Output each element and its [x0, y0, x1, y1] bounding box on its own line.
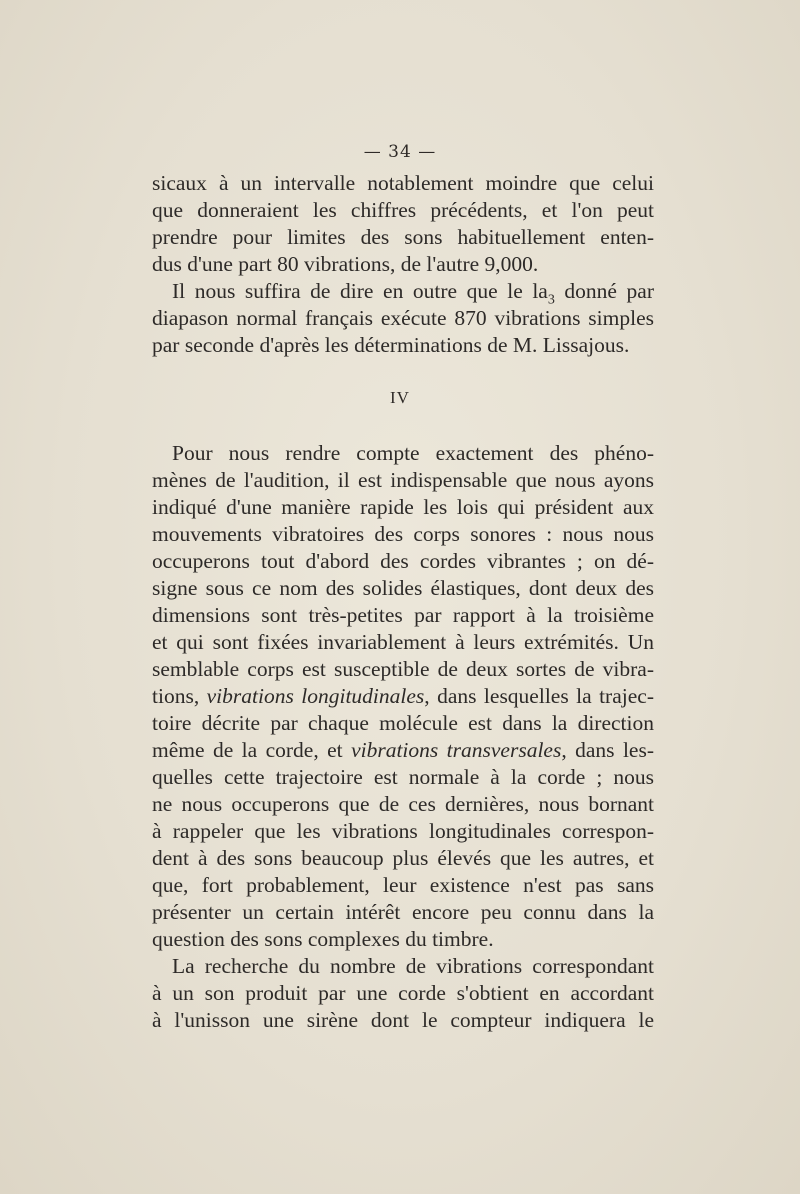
- la-lead-text: Il nous suffira de dire en outre que le la: [172, 279, 548, 303]
- page-number-header: — 34 —: [363, 142, 437, 162]
- text-line: présenter un certain intérêt encore peu connu dans la: [152, 900, 654, 924]
- text-fragment: , dans les-: [561, 738, 655, 762]
- text-line: à l'unisson une sirène dont le compteur indiquera le: [152, 1008, 654, 1032]
- text-line: question des sons complexes du timbre.: [152, 927, 494, 951]
- text-line: diapason normal français exécute 870 vibrations simples: [152, 306, 654, 330]
- text-line: La recherche du nombre de vibrations correspondant: [172, 954, 654, 978]
- text-line: sicaux à un intervalle notablement moindre que celui: [152, 171, 654, 195]
- text-line: par seconde d'après les déterminations de M. Lissajous.: [152, 333, 630, 357]
- paragraph-2: [152, 440, 654, 1034]
- text-line: ne nous occuperons que de ces dernières, nous bornant: [152, 792, 654, 816]
- text-line: prendre pour limites des sons habituellement enten-: [152, 225, 654, 249]
- paragraph-1: [152, 170, 654, 359]
- la-tail-text: donné par: [554, 279, 654, 303]
- text-line: dimensions sont très-petites par rapport à la troisième: [152, 603, 654, 627]
- text-line: toire décrite par chaque molécule est dans la direction: [152, 711, 654, 735]
- text-line: Pour nous rendre compte exactement des phéno-: [172, 441, 654, 465]
- la-subscript: 3: [547, 292, 555, 308]
- text-line: dent à des sons beaucoup plus élevés que les autres, et: [152, 846, 654, 870]
- italic-vibrations-transversales: vibrations transversales: [351, 738, 562, 762]
- text-line: occuperons tout d'abord des cordes vibrantes ; on dé-: [152, 549, 654, 573]
- text-line: mouvements vibratoires des corps sonores : nous nous: [152, 522, 654, 546]
- text-line: dus d'une part 80 vibrations, de l'autre 9,000.: [152, 252, 539, 276]
- text-fragment: , dans lesquelles la trajec-: [424, 684, 654, 708]
- text-line: et qui sont fixées invariablement à leurs extrémités. Un: [152, 630, 654, 654]
- text-line-transversales: [152, 737, 654, 764]
- text-line: semblable corps est susceptible de deux sortes de vibra-: [152, 657, 654, 681]
- text-line: quelles cette trajectoire est normale à la corde ; nous: [152, 765, 654, 789]
- italic-vibrations-longitudinales: vibrations longitudinales: [206, 684, 425, 708]
- text-fragment: même de la corde, et: [152, 738, 352, 762]
- text-fragment: tions,: [152, 684, 207, 708]
- text-line: à un son produit par une corde s'obtient en accordant: [152, 981, 654, 1005]
- text-line: que, fort probablement, leur existence n'est pas sans: [152, 873, 654, 897]
- text-line-longitudinales: [152, 683, 654, 710]
- text-line: mènes de l'audition, il est indispensable que nous ayons: [152, 468, 654, 492]
- text-line: à rappeler que les vibrations longitudinales correspon-: [152, 819, 654, 843]
- section-number: IV: [390, 388, 410, 407]
- text-line-la: [152, 278, 654, 308]
- text-line: que donneraient les chiffres précédents, et l'on peut: [152, 198, 654, 222]
- text-line: signe sous ce nom des solides élastiques, dont deux des: [152, 576, 654, 600]
- text-line: indiqué d'une manière rapide les lois qui président aux: [152, 495, 654, 519]
